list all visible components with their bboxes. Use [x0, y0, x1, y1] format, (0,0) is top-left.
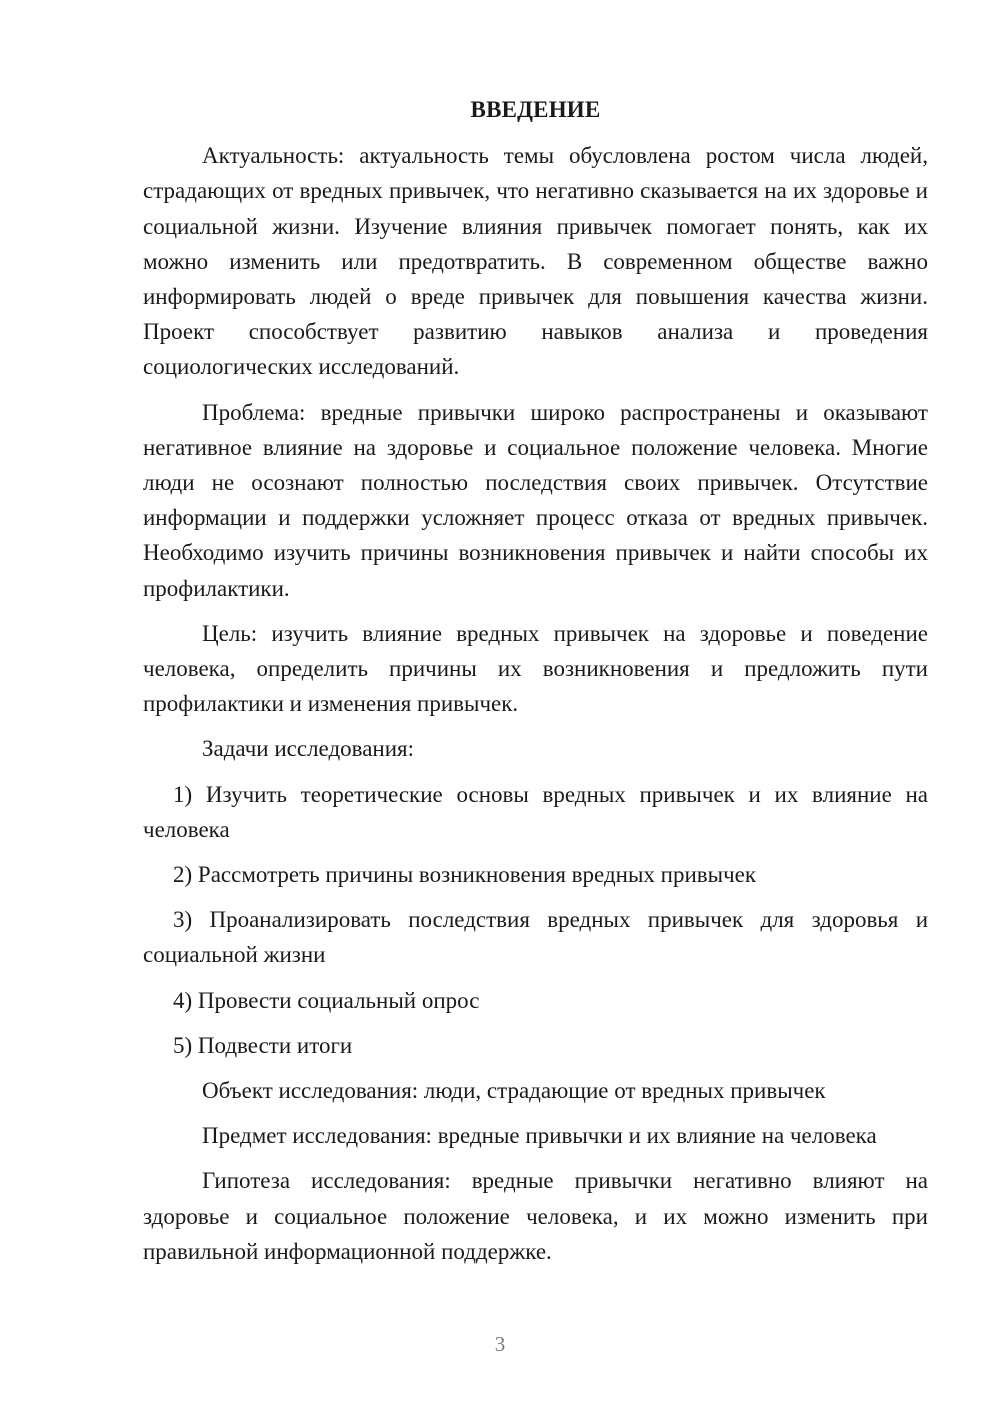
page-title: ВВЕДЕНИЕ: [470, 97, 601, 122]
task-item-4: 4) Провести социальный опрос: [173, 987, 480, 1013]
hypothesis-paragraph: Гипотеза исследования: вредные привычки негативно влияют на здоровье и социальное положение человека, и их можно изменить при правильной информационной поддержке.: [143, 1168, 928, 1264]
task-item-5: 5) Подвести итоги: [173, 1032, 353, 1058]
problem-paragraph: Проблема: вредные привычки широко распространены и оказывают негативное влияние на здоровье и социальное положение человека. Многие люди не осознают полностью последствия своих привычек. Отсутствие информации и поддержки усложняет процесс отказа от вредных привычек. Необходимо изучить причины возникновения привычек и найти способы их профилактики.: [143, 399, 928, 601]
document-page: [143, 92, 928, 1279]
goal-paragraph: Цель: изучить влияние вредных привычек на здоровье и поведение человека, определить причины их возникновения и предложить пути профилактики и изменения привычек.: [143, 620, 928, 717]
task-item-2: 2) Рассмотреть причины возникновения вредных привычек: [173, 862, 757, 888]
page-number: 3: [494, 1332, 506, 1356]
tasks-title: Задачи исследования:: [202, 736, 415, 762]
task-item-1: 1) Изучить теоретические основы вредных привычек и их влияние на человека: [143, 781, 928, 842]
relevance-paragraph: Актуальность: актуальность темы обусловлена ростом числа людей, страдающих от вредных привычек, что негативно сказывается на их здоровье и социальной жизни. Изучение влияния привычек помогает понять, как их можно изменить или предотвратить. В современном обществе важно информировать людей о вреде привычек для повышения качества жизни. Проект способствует развитию навыков анализа и проведения социологических исследований.: [143, 143, 928, 380]
task-item-3: 3) Проанализировать последствия вредных привычек для здоровья и социальной жизни: [143, 907, 928, 968]
object-paragraph: Объект исследования: люди, страдающие от вредных привычек: [202, 1078, 826, 1104]
subject-paragraph: Предмет исследования: вредные привычки и их влияние на человека: [202, 1123, 877, 1149]
